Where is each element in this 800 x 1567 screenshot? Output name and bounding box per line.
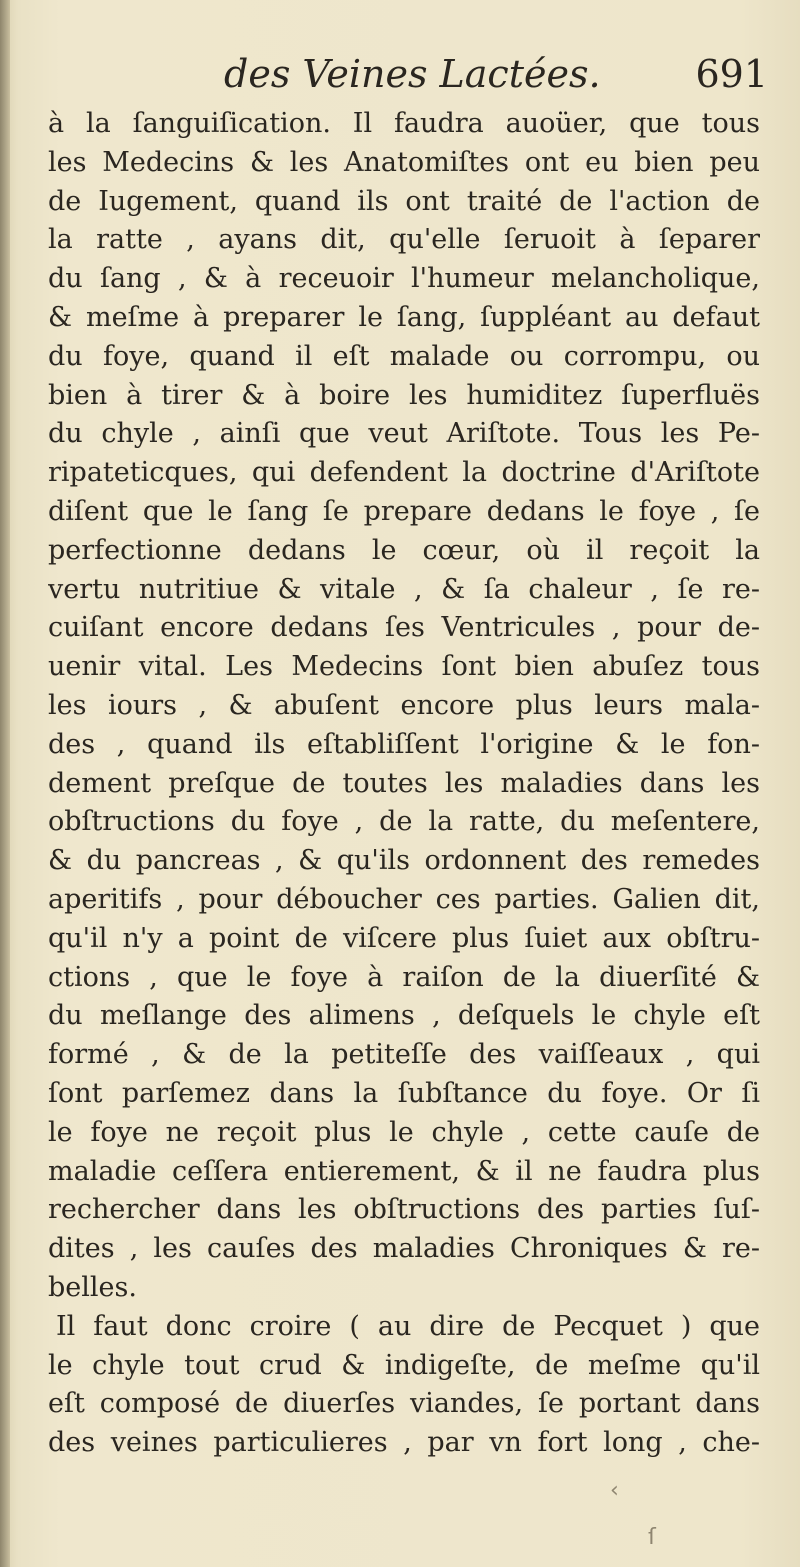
text-line: qu'il n'y a point de viſcere plus ſuiet aux obſtru-	[48, 922, 760, 954]
text-line: ctions , que le foye à raiſon de la diuerſité &	[48, 961, 760, 993]
text-line: les iours , & abuſent encore plus leurs mala-	[48, 689, 760, 721]
text-line: des veines particulieres , par vn fort long , che-	[48, 1427, 760, 1459]
running-head-title: des Veines Lactées.	[224, 52, 601, 96]
text-line: ſont parſemez dans la ſubſtance du foye. Or ſi	[48, 1077, 760, 1109]
text-line: cuiſant encore dedans ſes Ventricules , pour de-	[48, 612, 760, 644]
text-line: perfectionne dedans le cœur, où il reçoit la	[48, 534, 760, 566]
body-text	[48, 105, 760, 1463]
text-line: aperitifs , pour déboucher ces parties. Galien dit,	[48, 883, 760, 915]
text-line: dement preſque de toutes les maladies dans les	[48, 767, 760, 799]
book-spine-shadow	[0, 0, 10, 1567]
page-number: 691	[695, 52, 768, 96]
text-line: le chyle tout crud & indigeſte, de meſme qu'il	[48, 1349, 760, 1381]
text-line: belles.	[48, 1271, 137, 1303]
text-line: du foye, quand il eſt malade ou corrompu, ou	[48, 340, 760, 372]
stray-ink-mark: ‹	[610, 1478, 619, 1503]
text-line: des , quand ils eſtabliſſent l'origine & le fon-	[48, 728, 760, 760]
text-line: du meſlange des alimens , deſquels le chyle eſt	[48, 1000, 760, 1032]
text-line: la ratte , ayans dit, qu'elle ſeruoit à ſeparer	[48, 224, 760, 256]
running-head	[48, 52, 768, 108]
text-line: à la ſanguiſication. Il faudra auoüer, que tous	[48, 108, 760, 139]
text-line: eſt composé de diuerſes viandes, ſe portant dans	[48, 1388, 760, 1420]
text-line: formé , & de la petiteſſe des vaiſſeaux , qui	[48, 1039, 760, 1071]
text-line: ripateticques, qui defendent la doctrine d'Ariſtote	[48, 457, 760, 489]
text-line: diſent que le ſang ſe prepare dedans le foye , ſe	[48, 495, 760, 527]
text-line: & meſme à preparer le ſang, ſuppléant au defaut	[48, 301, 760, 333]
text-line: vertu nutritiue & vitale , & ſa chaleur , ſe re-	[48, 573, 760, 605]
text-line: obſtructions du foye , de la ratte, du meſentere,	[48, 806, 760, 838]
stray-ink-mark: ſ	[648, 1525, 656, 1550]
text-line: & du pancreas , & qu'ils ordonnent des remedes	[48, 845, 760, 877]
text-line: uenir vital. Les Medecins ſont bien abuſez tous	[48, 651, 760, 683]
text-line: Il faut donc croire ( au dire de Pecquet ) que	[56, 1310, 760, 1342]
text-line: rechercher dans les obſtructions des parties ſuſ-	[48, 1194, 760, 1226]
text-line: de Iugement, quand ils ont traité de l'action de	[48, 185, 760, 217]
text-line: le foye ne reçoit plus le chyle , cette cauſe de	[48, 1116, 760, 1148]
text-line: les Medecins & les Anatomiſtes ont eu bien peu	[48, 146, 760, 178]
text-line: maladie ceſſera entierement, & il ne faudra plus	[48, 1155, 760, 1187]
text-line: bien à tirer & à boire les humiditez ſuperfluës	[48, 379, 760, 411]
text-line: dites , les cauſes des maladies Chroniques & re-	[48, 1233, 760, 1265]
text-line: du chyle , ainſi que veut Ariſtote. Tous les Pe-	[48, 418, 760, 450]
text-line: du ſang , & à receuoir l'humeur melancholique,	[48, 263, 760, 295]
